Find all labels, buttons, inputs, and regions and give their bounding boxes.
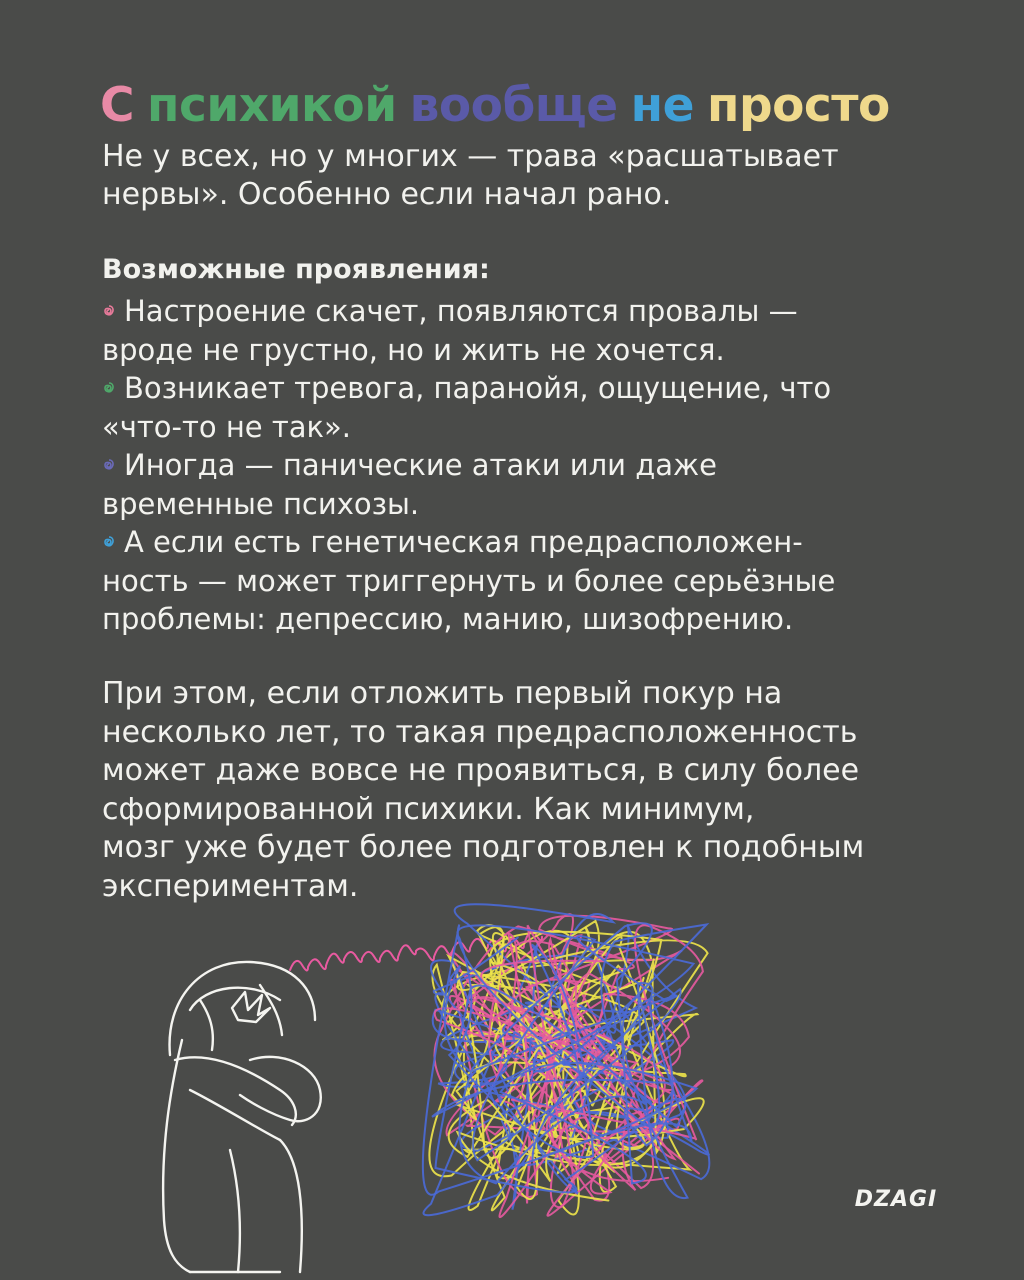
scribble-bullet-icon [102, 535, 116, 549]
list-item [102, 523, 922, 639]
bullet-text: ность — может триггернуть и более серьёзные [102, 563, 836, 598]
closing-line: несколько лет, то такая предрасположенность [102, 714, 858, 750]
bullet-text: вроде не грустно, но и жить не хочется. [102, 332, 725, 367]
bullet-text: Настроение скачет, появляются провалы — [124, 294, 798, 328]
scribble-bullet-icon [102, 381, 116, 395]
title-word: С [100, 78, 134, 133]
tangled-thoughts-scribble [290, 904, 709, 1217]
closing-line: экспериментам. [102, 868, 359, 904]
list-item [102, 369, 922, 446]
brand-logo-text: DZAGI [854, 1187, 938, 1212]
page-title [100, 78, 903, 133]
intro-line: нервы». Особенно если начал рано. [102, 177, 672, 212]
bullet-text: временные психозы. [102, 486, 420, 521]
closing-paragraph [102, 675, 922, 906]
list-item [102, 446, 922, 523]
list-item [102, 292, 922, 369]
closing-line: мозг уже будет более подготовлен к подобным [102, 830, 865, 865]
sitting-person-icon [163, 962, 321, 1272]
title-word: психикой [147, 78, 397, 133]
title-word: просто [706, 78, 890, 133]
brand-logo [840, 1183, 952, 1213]
title-word: не [630, 78, 694, 133]
bullet-text: проблемы: депрессию, манию, шизофрению. [102, 602, 794, 636]
intro-line: Не у всех, но у многих — трава «расшатывает [102, 139, 839, 174]
bullet-text: Иногда — панические атаки или даже [124, 448, 718, 482]
intro-paragraph [102, 138, 902, 214]
scribble-bullet-icon [102, 304, 116, 318]
closing-line: сформированной психики. Как минимум, [102, 791, 755, 827]
bullet-text: А если есть генетическая предрасположен- [124, 525, 803, 559]
symptom-list [102, 292, 922, 639]
closing-line: При этом, если отложить первый покур на [102, 676, 783, 711]
bullet-text: «что-то не так». [102, 409, 351, 444]
leaf-icon [232, 992, 270, 1022]
anxious-person-illustration [130, 890, 870, 1280]
scribble-bullet-icon [102, 458, 116, 472]
bullet-text: Возникает тревога, паранойя, ощущение, что [124, 371, 832, 405]
title-word: вообще [409, 78, 618, 133]
closing-line: может даже вовсе не проявиться, в силу более [102, 753, 860, 788]
section-heading: Возможные проявления: [102, 254, 490, 285]
